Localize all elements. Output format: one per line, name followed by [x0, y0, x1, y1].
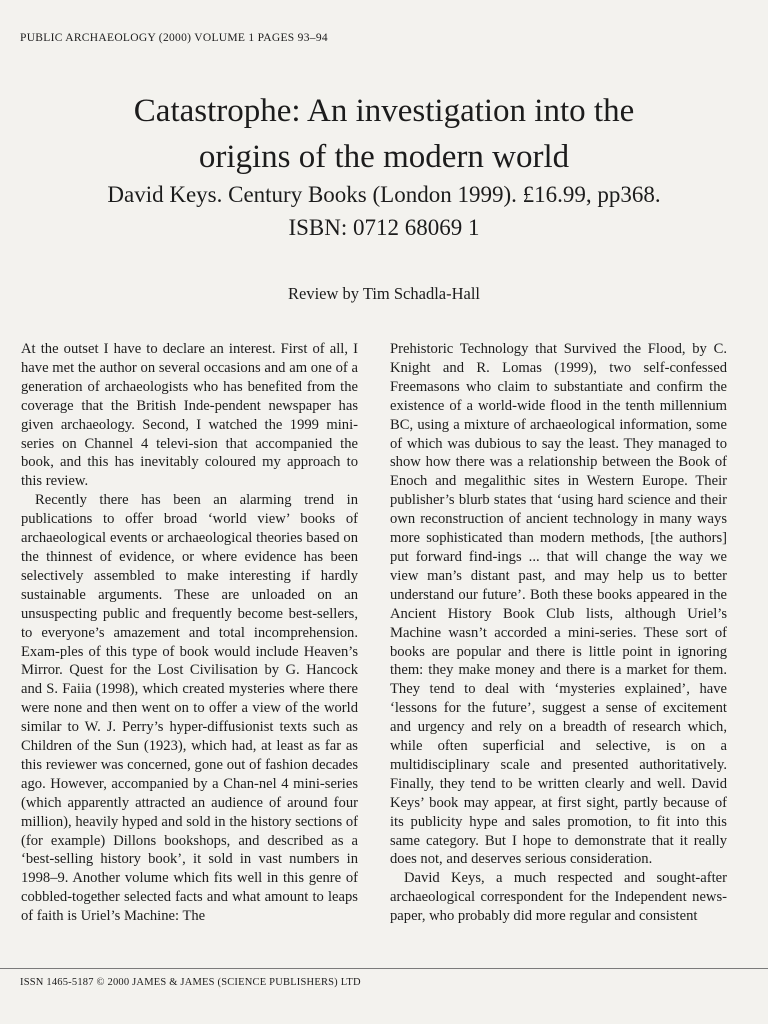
running-head: PUBLIC ARCHAEOLOGY (2000) VOLUME 1 PAGES 93–94 [20, 32, 328, 44]
book-citation: David Keys. Century Books (London 1999). £16.99, pp368. [107, 182, 661, 207]
reviewer-byline: Review by Tim Schadla-Hall [287, 284, 481, 303]
footer-copyright: ISSN 1465-5187 © 2000 JAMES & JAMES (SCIENCE PUBLISHERS) LTD [20, 977, 361, 988]
paragraph: David Keys, a much respected and sought-after archaeological correspondent for the Independent news-paper, who probably did more regular and consistent [390, 870, 727, 925]
right-column [390, 340, 727, 926]
footer-divider [0, 968, 768, 969]
paragraph: Recently there has been an alarming trend in publications to offer broad ‘world view’ books of archaeological events or archaeological theories based on the thinnest of evidence, or where evidence has been selectively assembled to make interesting if hardly sustainable arguments. These are unloaded on an unsuspecting public and frequently become best-sellers, to everyone’s amazement and total incomprehension. Exam-ples of this type of book would include Heaven’s Mirror. Quest for the Lost Civilisation by G. Hancock and S. Faiia (1998), which created mysteries where there were none and then went on to offer a view of the world similar to W. J. Perry’s hyper-diffusionist texts such as Children of the Sun (1923), which had, at least as far as this reviewer was concerned, gone out of fashion decades ago. However, accompanied by a Chan-nel 4 mini-series (which apparently attracted an audience of around four million), heavily hyped and sold in the history sections of (for example) Dillons bookshops, and described as a ‘best-selling history book’, it sold in vast numbers in 1998–9. Another volume which fits well in this genre of cobbled-together selected facts and what amount to leaps of faith is Uriel’s Machine: The [21, 492, 358, 925]
book-isbn: ISBN: 0712 68069 1 [288, 215, 480, 240]
article-title-line-1: Catastrophe: An investigation into the [133, 93, 635, 129]
article-title-line-2: origins of the modern world [198, 139, 570, 175]
paragraph: Prehistoric Technology that Survived the Flood, by C. Knight and R. Lomas (1999), two self-confessed Freemasons who claim to substantiate and confirm the existence of a world-wide flood in the tenth millennium BC, using a mixture of archaeological information, some of which was dubious to say the least. They managed to show how there was a relationship between the Book of Enoch and megalithic sites in Western Europe. Their publisher’s blurb states that ‘using hard science and their own reconstruction of ancient technology in many ways more sophisticated than modern methods, [the authors] put forward find-ings ... that will change the way we view man’s distant past, and may help us to better understand our future’. Both these books appeared in the Ancient History Book Club lists, although Uriel’s Machine wasn’t accorded a mini-series. These sort of books are popular and there is little point in ignoring them: they make money and there is a market for them. They tend to deal with ‘mysteries explained’, have ‘lessons for the future’, suggest a sense of excitement and urgency and rely on a breadth of research which, while often superficial and selective, is on a multidisciplinary scale and presented authoritatively. Finally, they tend to be written clearly and well. David Keys’ book may appear, at first sight, partly because of its publicity hype and sales promotion, to fit into this same category. But I hope to demonstrate that it really does not, and deserves serious consideration. [390, 341, 727, 868]
left-column [21, 340, 358, 926]
paragraph: At the outset I have to declare an interest. First of all, I have met the author on several occasions and am one of a generation of archaeologists who has benefited from the coverage that the British Inde-pendent newspaper has given archaeology. Second, I watched the 1999 mini-series on Channel 4 televi-sion that accompanied the book, and this has inevitably coloured my approach to this review. [21, 341, 358, 490]
